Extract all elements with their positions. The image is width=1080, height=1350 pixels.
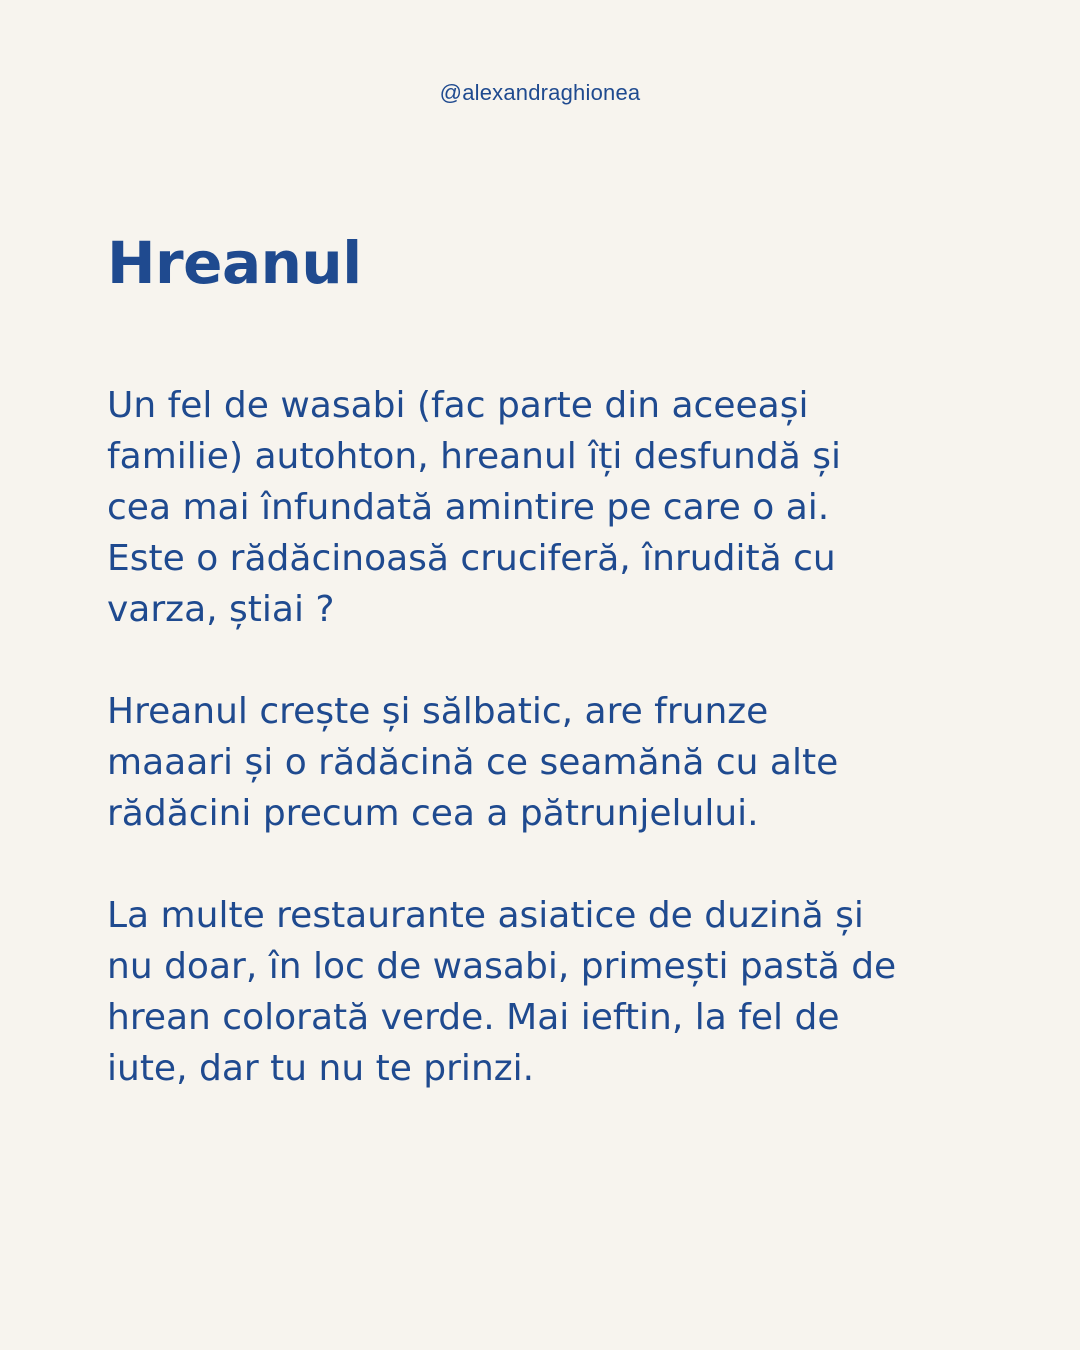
paragraph-line: Este o rădăcinoasă cruciferă, înrudită cu [107,538,836,579]
paragraph-1 [107,380,987,635]
page-title: Hreanul [107,229,362,297]
paragraph-line: varza, știai ? [107,589,335,630]
paragraph-line: nu doar, în loc de wasabi, primești pastă de [107,946,897,987]
paragraph-line: hrean colorată verde. Mai ieftin, la fel de [107,997,840,1038]
paragraph-line: iute, dar tu nu te prinzi. [107,1048,535,1089]
author-handle: @alexandraghionea [439,80,641,105]
paragraph-line: familie) autohton, hreanul îți desfundă și [107,436,841,477]
article-body [107,380,987,1145]
paragraph-line: rădăcini precum cea a pătrunjelului. [107,793,759,834]
paragraph-line: Un fel de wasabi (fac parte din aceeași [107,385,809,426]
paragraph-line: cea mai înfundată amintire pe care o ai. [107,487,830,528]
paragraph-line: maaari și o rădăcină ce seamănă cu alte [107,742,839,783]
paragraph-3 [107,890,987,1094]
paragraph-line: Hreanul crește și sălbatic, are frunze [107,691,769,732]
paragraph-2 [107,686,987,839]
paragraph-line: La multe restaurante asiatice de duzină și [107,895,864,936]
